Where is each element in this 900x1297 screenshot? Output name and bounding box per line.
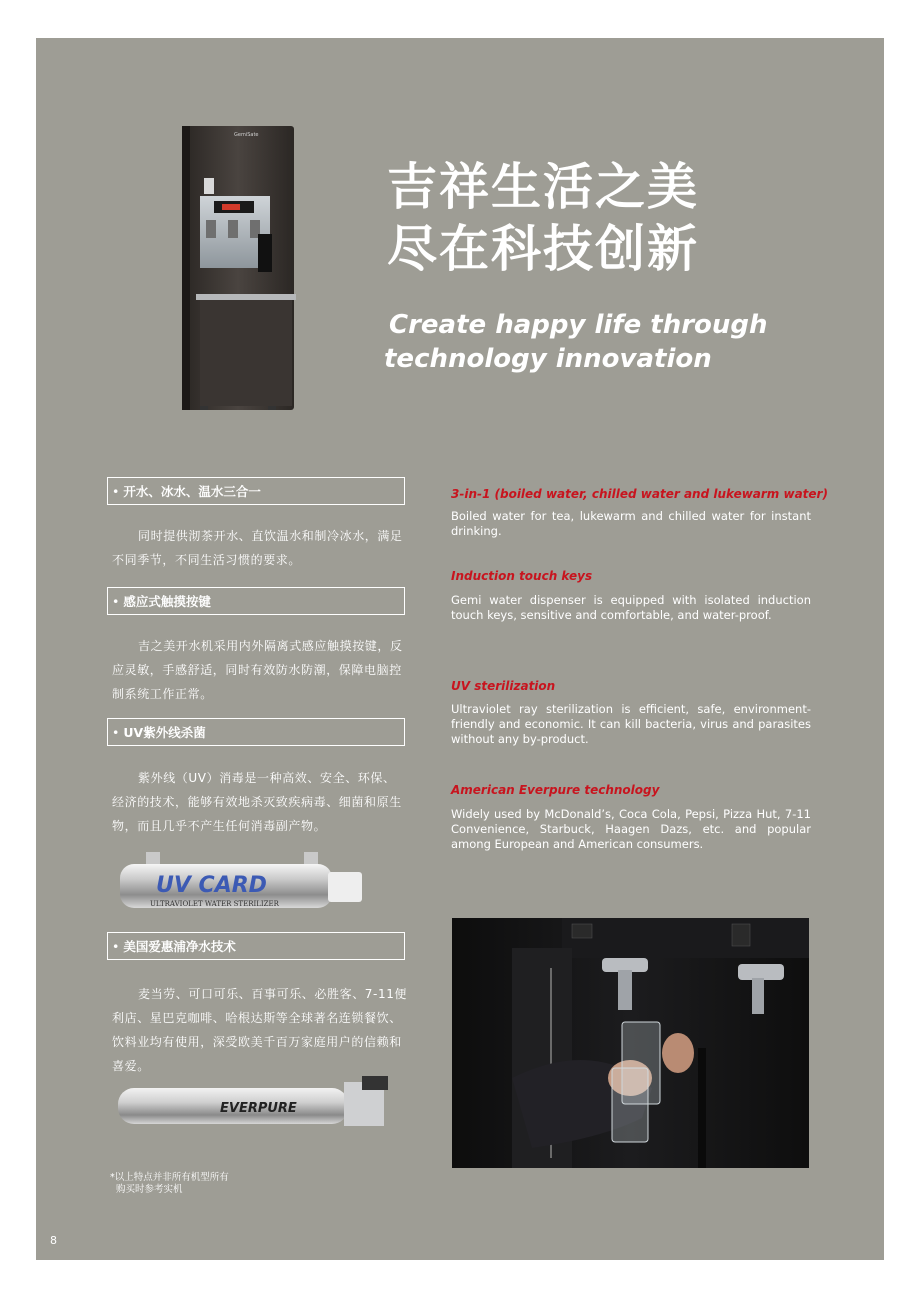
- everpure-logo-text: EVERPURE: [220, 1101, 297, 1116]
- bullet-dot: •: [112, 594, 120, 609]
- dispenser-brand-text: GemiSate: [234, 132, 259, 138]
- uv-logo-text: UV CARD: [156, 873, 267, 898]
- feature-heading-1: 开水、冰水、温水三合一: [123, 484, 261, 499]
- right-feature-text-2: Gemi water dispenser is equipped with isolated induction touch keys, sensitive and comfortable, and water-proof.: [451, 593, 811, 622]
- hero-title-zh: [387, 156, 699, 280]
- uv-caption-text: ULTRAVIOLET WATER STERILIZER: [150, 900, 279, 908]
- bullet-dot: •: [112, 484, 120, 499]
- bullet-dot: •: [112, 725, 120, 740]
- feature-heading-2: 感应式触摸按键: [123, 594, 211, 609]
- dispensing-photo: [452, 918, 809, 1168]
- hero-title-en-line2: technology innovation: [384, 344, 712, 374]
- feature-text-4: 麦当劳、可口可乐、百事可乐、必胜客、7-11便利店、星巴克咖啡、哈根达斯等全球著名连锁餐饮、饮料业均有使用，深受欧美千百万家庭用户的信赖和喜爱。: [112, 987, 408, 1073]
- water-dispenser-image: [176, 124, 300, 414]
- feature-heading-3: UV紫外线杀菌: [123, 725, 206, 740]
- hero-title-zh-line1: 吉祥生活之美: [387, 158, 699, 216]
- feature-text-2: 吉之美开水机采用内外隔离式感应触摸按键，反应灵敏，手感舒适，同时有效防水防潮，保障电脑控制系统工作正常。: [112, 639, 403, 701]
- hero-title-en-line1: Create happy life through: [389, 310, 768, 340]
- right-feature-heading-1: 3-in-1 (boiled water, chilled water and lukewarm water): [451, 487, 828, 501]
- brochure-page: [36, 38, 884, 1260]
- footnote-line2: 购买时参考实机: [116, 1184, 183, 1195]
- right-feature-text-3: Ultraviolet ray sterilization is efficient, safe, environment-friendly and economic. It can kill bacteria, virus and parasites without any by-product.: [451, 702, 811, 746]
- footnote: [110, 1172, 229, 1196]
- feature-heading-box-3: [107, 718, 405, 746]
- right-feature-heading-4: American Everpure technology: [451, 783, 660, 797]
- uv-sterilizer-image: [116, 850, 366, 916]
- page-number: 8: [50, 1234, 57, 1247]
- feature-heading-box-1: [107, 477, 405, 505]
- right-feature-heading-3: UV sterilization: [451, 679, 556, 693]
- feature-heading-box-2: [107, 587, 405, 615]
- hero-title-zh-line2: 尽在科技创新: [387, 220, 699, 278]
- feature-heading-box-4: [107, 932, 405, 960]
- right-feature-text-1: Boiled water for tea, lukewarm and chilled water for instant drinking.: [451, 509, 811, 538]
- feature-heading-4: 美国爱惠浦净水技术: [123, 939, 236, 954]
- right-feature-heading-2: Induction touch keys: [451, 569, 593, 583]
- right-feature-text-4: Widely used by McDonald’s, Coca Cola, Pepsi, Pizza Hut, 7-11 Convenience, Starbuck, Haagen Dazs, etc. and popular among European and American consumers.: [451, 807, 811, 851]
- bullet-dot: •: [112, 939, 120, 954]
- feature-text-3: 紫外线（UV）消毒是一种高效、安全、环保、经济的技术，能够有效地杀灭致疾病毒、细菌和原生物，而且几乎不产生任何消毒副产物。: [112, 771, 402, 833]
- everpure-filter-image: [116, 1074, 396, 1130]
- feature-text-1: 同时提供沏茶开水、直饮温水和制冷冰水，满足不同季节，不同生活习惯的要求。: [112, 529, 403, 567]
- hero-title-en: [384, 308, 768, 376]
- footnote-line1: *以上特点并非所有机型所有: [110, 1172, 229, 1183]
